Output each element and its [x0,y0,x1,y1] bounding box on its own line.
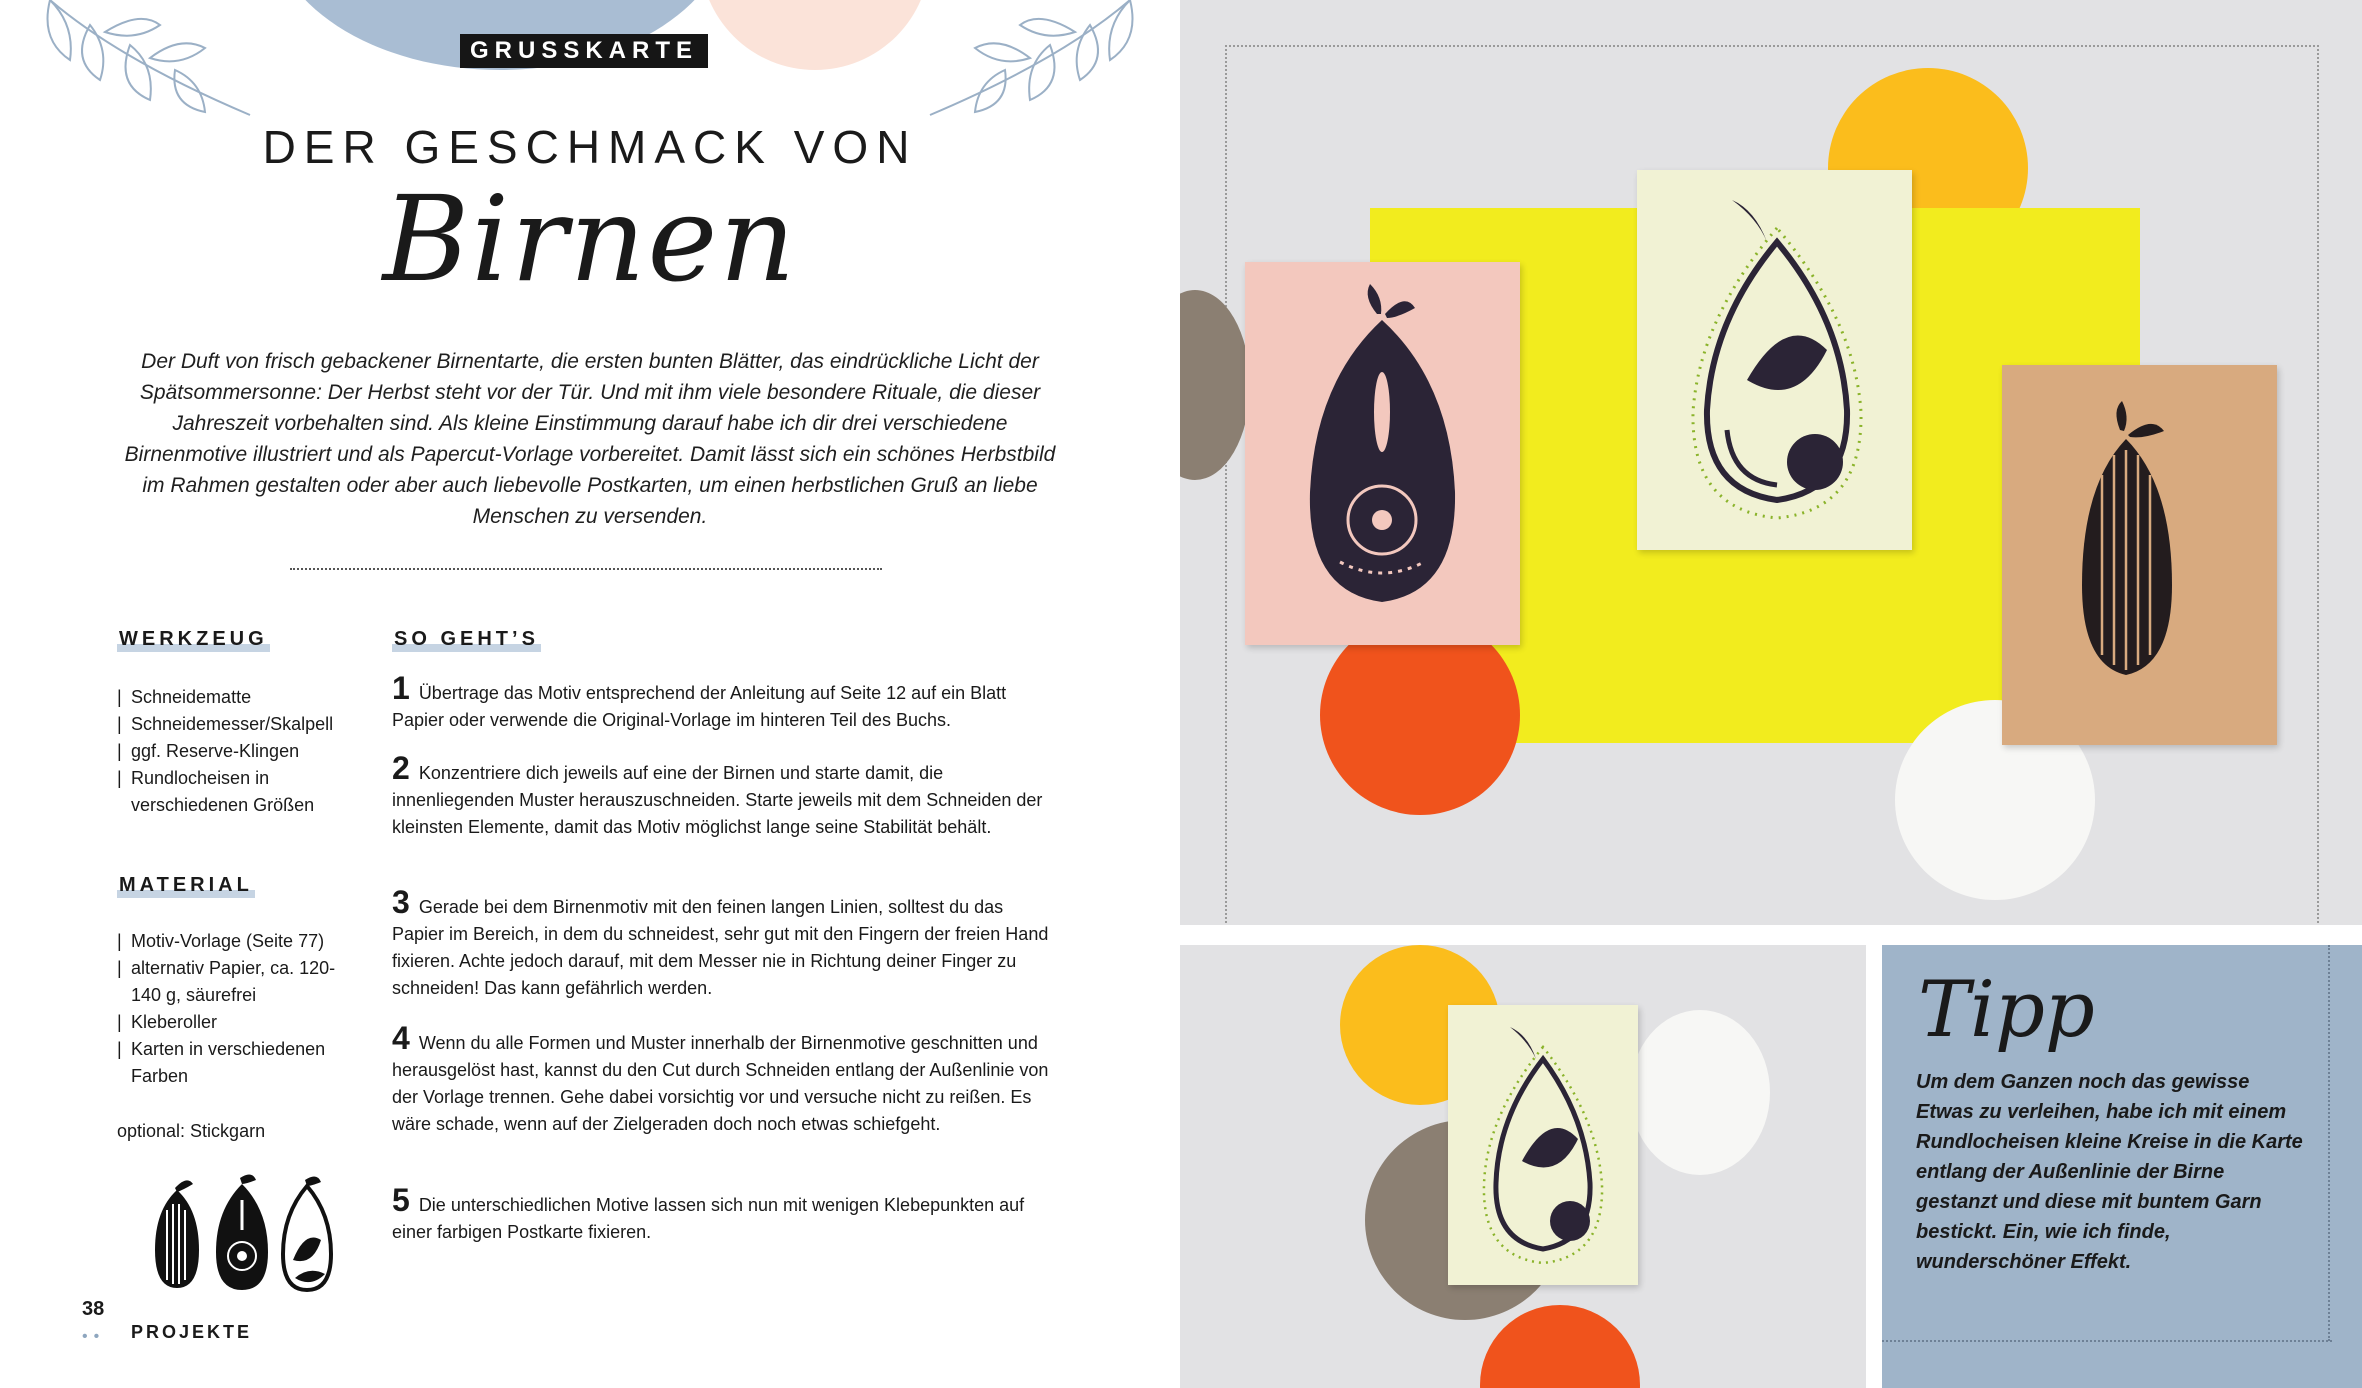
footer-dots-icon: •• [82,1328,106,1345]
section-label: GRUSSKARTE [460,34,708,68]
tipp-title: Tipp [1918,965,2095,1055]
step-text: Konzentriere dich jeweils auf eine der Birnen und starte damit, die innenliegenden Muster herauszuschneiden. Starte jeweils mit dem Schneiden der kleinsten Elemente, damit das Motiv möglichst lange seine Stabilität behält. [392,763,1043,837]
list-item: | Motiv-Vorlage (Seite 77) [117,928,367,955]
list-item: | Kleberoller [117,1009,367,1036]
material-section [117,874,255,897]
pear-ornament-icon [216,1174,268,1290]
tipp-dotted-divider-vertical [2328,945,2330,1341]
tipp-text: Um dem Ganzen noch das gewisse Etwas zu verleihen, habe ich mit einem Rundlocheisen kleine Kreise in die Karte entlang der Außenlinie der Birne gestanzt und diese mit buntem Garn bestickt. Ein, wie ich finde, wunderschöner Effekt. [1916,1071,2303,1273]
step-text: Gerade bei dem Birnenmotiv mit den feinen langen Linien, solltest du das Papier im Bereich, in dem du schneidest, sehr gut mit den Fingern der freien Hand fixieren. Achte jedoch darauf, mit dem Messer nie in Richtung deiner Finger zu schneiden! Das kann gefährlich werden. [392,897,1049,998]
step-number: 1 [392,670,410,706]
cream-postcard [1637,170,1912,550]
pear-embroidered-icon [1448,1005,1638,1285]
cream-postcard-detail [1448,1005,1638,1285]
pear-ornament-icon [1245,262,1520,645]
left-page [0,0,1180,1388]
step-text: Übertrage das Motiv entsprechend der Anleitung auf Seite 12 auf ein Blatt Papier oder verwende die Original-Vorlage im hinteren Teil des Buchs. [392,683,1007,730]
pink-postcard [1245,262,1520,645]
step-number: 2 [392,750,410,786]
page-title: DER GESCHMACK VON [262,121,918,173]
dotted-divider [290,568,882,570]
step-number: 4 [392,1020,410,1056]
tools-section [117,628,270,651]
footer-section-label: PROJEKTE [131,1322,253,1342]
decorative-pink-shape [700,0,930,70]
step-text: Wenn du alle Formen und Muster innerhalb der Birnenmotive geschnitten und herausgelöst hast, kannst du den Cut durch Schneiden entlang der Außenlinie von der Vorlage trennen. Gehe dabei vorsichtig vor und versuche nicht zu reißen. Es wäre schade, wenn auf der Zielgeraden doch noch etwas schiefgeht. [392,1033,1049,1134]
white-paper-circle [1630,1010,1770,1175]
tipp-box [1882,945,2362,1388]
step-2 [392,750,1052,841]
step-number: 5 [392,1182,410,1218]
pear-embroidered-icon [1637,170,1912,550]
tools-list [117,684,367,819]
page-number: 38 [82,1298,105,1320]
material-list [117,928,367,1090]
optional-note: optional: Stickgarn [117,1121,266,1141]
list-item: | Rundlocheisen in verschiedenen Größen [117,765,331,819]
detail-photo [1180,945,1866,1388]
pear-striped-icon [2002,365,2277,745]
kraft-postcard [2002,365,2277,745]
list-item: | alternativ Papier, ca. 120-140 g, säurefrei [117,955,361,1009]
steps-heading: SO GEHT’S [394,628,539,650]
step-1 [392,670,1052,734]
material-heading: MATERIAL [119,874,253,896]
pear-motifs-illustration [145,1170,345,1295]
list-item: | Schneidematte [117,684,367,711]
leaf-branch-right-icon [920,0,1150,130]
step-number: 3 [392,884,410,920]
tipp-dotted-divider [1882,1340,2332,1342]
pear-striped-icon [155,1180,199,1288]
main-photo [1180,0,2362,925]
pear-leaf-outline-icon [283,1176,331,1290]
steps-section [392,628,541,651]
step-5 [392,1182,1052,1246]
page-title-script: Birnen [382,170,798,308]
list-item: | Karten in verschiedenen Farben [117,1036,361,1090]
step-text: Die unterschiedlichen Motive lassen sich nun mit wenigen Klebepunkten auf einer farbigen Postkarte fixieren. [392,1195,1025,1242]
intro-paragraph: Der Duft von frisch gebackener Birnentarte, die ersten bunten Blätter, das eindrückliche Licht der Spätsommersonne: Der Herbst steht vor der Tür. Und mit ihm viele besondere Rituale, die dieser Jahreszeit vorbehalten sind. Als kleine Einstimmung darauf habe ich dir drei verschiedene Birnenmotive illustriert und als Papercut-Vorlage vorbereitet. Damit lässt sich ein schönes Herbstbild im Rahmen gestalten oder aber auch liebevolle Postkarten, um einen herbstlichen Gruß an liebe Menschen zu versenden. [124,350,1056,528]
orange-paper-circle [1480,1305,1640,1388]
list-item: | Schneidemesser/Skalpell [117,711,367,738]
step-3 [392,884,1052,1002]
tools-heading: WERKZEUG [119,628,268,650]
leaf-branch-left-icon [30,0,260,130]
right-page [1180,0,2362,1388]
step-4 [392,1020,1052,1138]
list-item: | ggf. Reserve-Klingen [117,738,367,765]
